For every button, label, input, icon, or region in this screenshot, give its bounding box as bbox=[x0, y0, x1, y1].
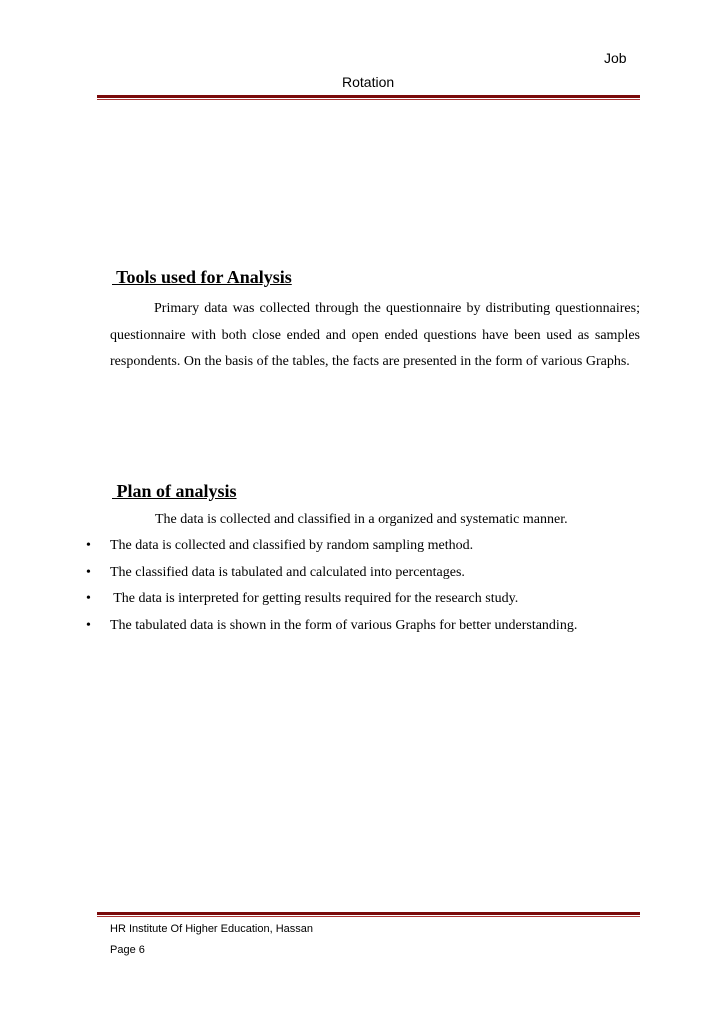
footer-rule bbox=[97, 912, 640, 915]
bullet-text: The data is collected and classified by random sampling method. bbox=[110, 538, 474, 553]
footer-institution: HR Institute Of Higher Education, Hassan bbox=[110, 923, 313, 935]
bullet-icon: • bbox=[86, 617, 91, 633]
plan-heading: Plan of analysis bbox=[112, 481, 237, 501]
header-rule bbox=[97, 95, 640, 98]
plan-intro: The data is collected and classified in a organized and systematic manner. bbox=[155, 512, 568, 527]
list-item bbox=[84, 591, 519, 618]
plan-bullet-list bbox=[84, 538, 578, 644]
header-title-line1: Job bbox=[604, 50, 627, 66]
header-rule-thin bbox=[97, 99, 640, 100]
tools-paragraph: Primary data was collected through the questionnaire by distributing questionnaires; questionnaire with both close ended and open ended questions have been used as samples respondents. On the basis of the tables, the facts are presented in the form of various Graphs. bbox=[110, 301, 640, 369]
bullet-text: The data is interpreted for getting results required for the research study. bbox=[110, 591, 519, 607]
bullet-icon: • bbox=[86, 538, 91, 553]
list-item bbox=[84, 617, 578, 645]
bullet-text: The tabulated data is shown in the form of various Graphs for better understanding. bbox=[110, 617, 578, 633]
bullet-icon: • bbox=[86, 564, 91, 580]
list-item bbox=[84, 564, 465, 592]
footer-rule-thin bbox=[97, 916, 640, 917]
footer-page-number: Page 6 bbox=[110, 944, 145, 956]
bullet-text: The classified data is tabulated and calculated into percentages. bbox=[110, 564, 465, 580]
list-item bbox=[84, 538, 474, 565]
tools-heading: Tools used for Analysis bbox=[112, 267, 292, 287]
header-title-line2: Rotation bbox=[342, 74, 395, 90]
bullet-icon: • bbox=[86, 591, 91, 607]
